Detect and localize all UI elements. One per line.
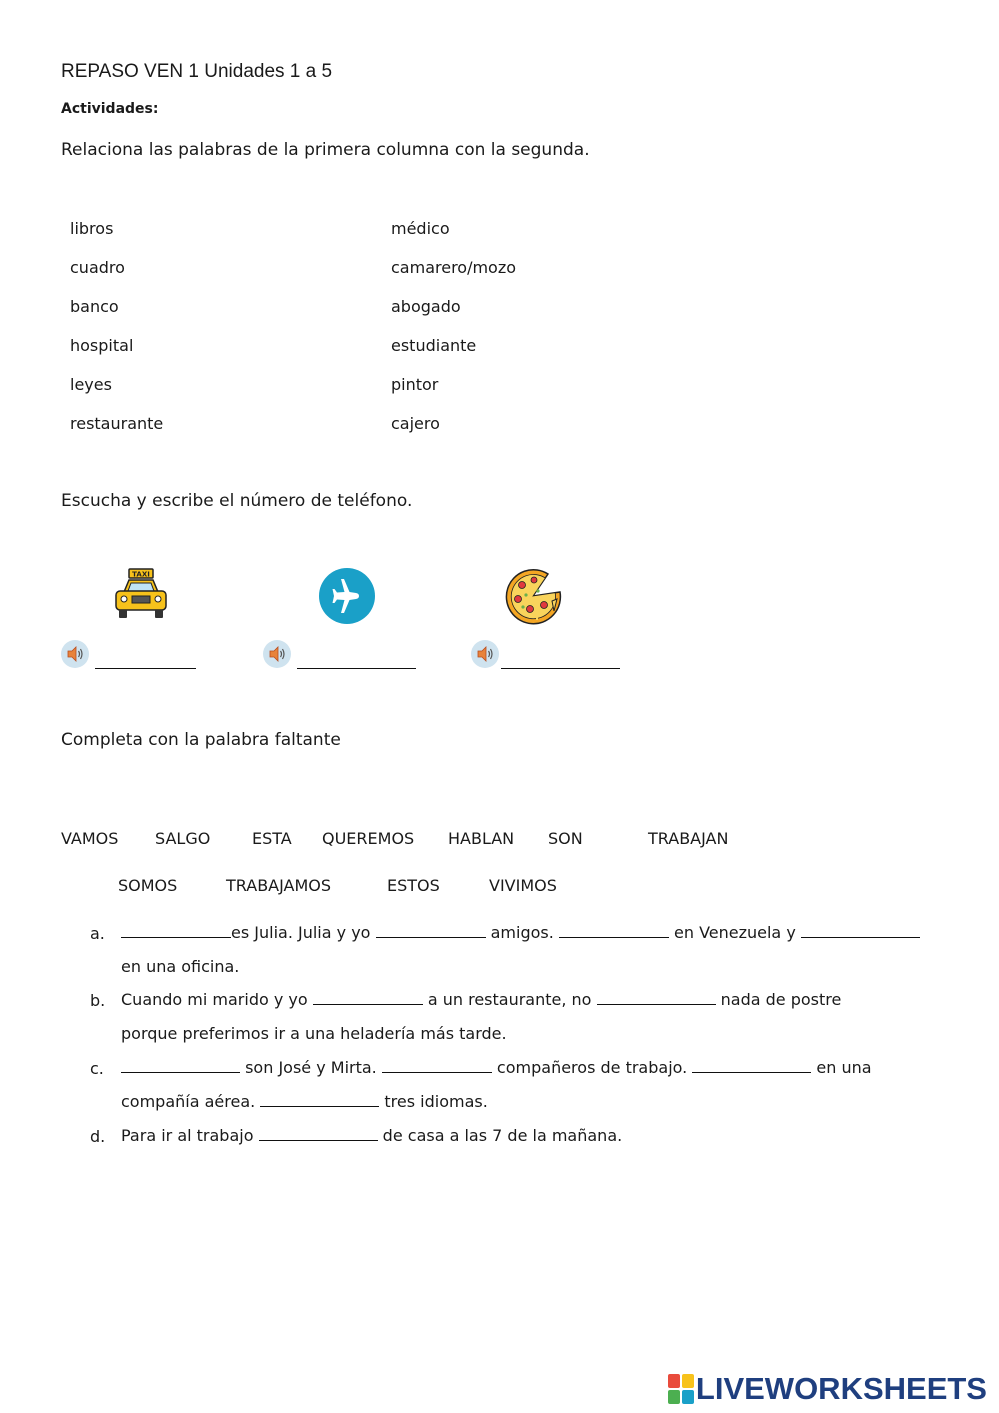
airplane-icon <box>318 567 376 625</box>
blank-field[interactable] <box>260 1090 379 1107</box>
word-bank-item: SON <box>548 829 583 848</box>
word-bank-item: ESTOS <box>387 876 440 895</box>
word-bank-item: HABLAN <box>448 829 515 848</box>
phone-answer-field[interactable] <box>297 668 416 669</box>
audio-play-button[interactable] <box>263 640 291 668</box>
word-bank-item: SALGO <box>155 829 211 848</box>
sentence-b: Cuando mi marido y yo a un restaurante, no nada de postre porque preferimos ir a una heladería más tarde. <box>121 990 842 1043</box>
activities-heading: Actividades: <box>61 101 159 117</box>
blank-field[interactable] <box>121 1056 240 1073</box>
right-word[interactable]: pintor <box>391 375 439 394</box>
liveworksheets-logo <box>668 1371 987 1407</box>
audio-play-button[interactable] <box>61 640 89 668</box>
word-bank-item: VAMOS <box>61 829 119 848</box>
blank-field[interactable] <box>382 1056 492 1073</box>
right-word[interactable]: médico <box>391 219 450 238</box>
phone-answer-field[interactable] <box>95 668 196 669</box>
audio-play-button[interactable] <box>471 640 499 668</box>
item-letter: c. <box>90 1059 104 1078</box>
word-bank-item: TRABAJAN <box>648 829 729 848</box>
phone-answer-field[interactable] <box>501 668 620 669</box>
blank-field[interactable] <box>559 921 669 938</box>
left-word[interactable]: libros <box>70 219 114 238</box>
blank-field[interactable] <box>121 921 231 938</box>
listen-instruction: Escucha y escribe el número de teléfono. <box>61 491 413 511</box>
blank-field[interactable] <box>692 1056 811 1073</box>
word-bank-item: VIVIMOS <box>489 876 557 895</box>
left-word[interactable]: hospital <box>70 336 134 355</box>
item-letter: a. <box>90 924 105 943</box>
item-letter: d. <box>90 1127 106 1146</box>
blank-field[interactable] <box>801 921 920 938</box>
match-instruction: Relaciona las palabras de la primera columna con la segunda. <box>61 140 590 160</box>
word-bank-item: QUEREMOS <box>322 829 415 848</box>
right-word[interactable]: camarero/mozo <box>391 258 517 277</box>
item-letter: b. <box>90 991 106 1010</box>
blank-field[interactable] <box>376 921 486 938</box>
right-word[interactable]: abogado <box>391 297 461 316</box>
speaker-icon <box>268 646 286 662</box>
logo-text: LIVEWORKSHEETS <box>695 1371 987 1406</box>
word-bank-item: ESTA <box>252 829 292 848</box>
right-word[interactable]: cajero <box>391 414 440 433</box>
sentence-d: Para ir al trabajo de casa a las 7 de la mañana. <box>121 1126 623 1145</box>
word-bank-item: TRABAJAMOS <box>226 876 332 895</box>
right-word[interactable]: estudiante <box>391 336 477 355</box>
left-word[interactable]: leyes <box>70 375 112 394</box>
logo-mark-icon <box>668 1374 694 1404</box>
left-word[interactable]: restaurante <box>70 414 164 433</box>
speaker-icon <box>476 646 494 662</box>
left-word[interactable]: cuadro <box>70 258 125 277</box>
sentence-c: son José y Mirta. compañeros de trabajo. en una compañía aérea. tres idiomas. <box>121 1058 872 1111</box>
blank-field[interactable] <box>313 988 423 1005</box>
blank-field[interactable] <box>597 988 716 1005</box>
blank-field[interactable] <box>259 1124 378 1141</box>
pizza-icon <box>504 567 562 625</box>
left-word[interactable]: banco <box>70 297 119 316</box>
speaker-icon <box>66 646 84 662</box>
word-bank-item: SOMOS <box>118 876 178 895</box>
page-title: REPASO VEN 1 Unidades 1 a 5 <box>61 61 333 82</box>
taxi-icon <box>112 566 170 624</box>
complete-instruction: Completa con la palabra faltante <box>61 730 341 750</box>
sentence-a: es Julia. Julia y yo amigos. en Venezuela y en una oficina. <box>121 916 941 984</box>
svg-text:TAXI: TAXI <box>132 570 150 579</box>
